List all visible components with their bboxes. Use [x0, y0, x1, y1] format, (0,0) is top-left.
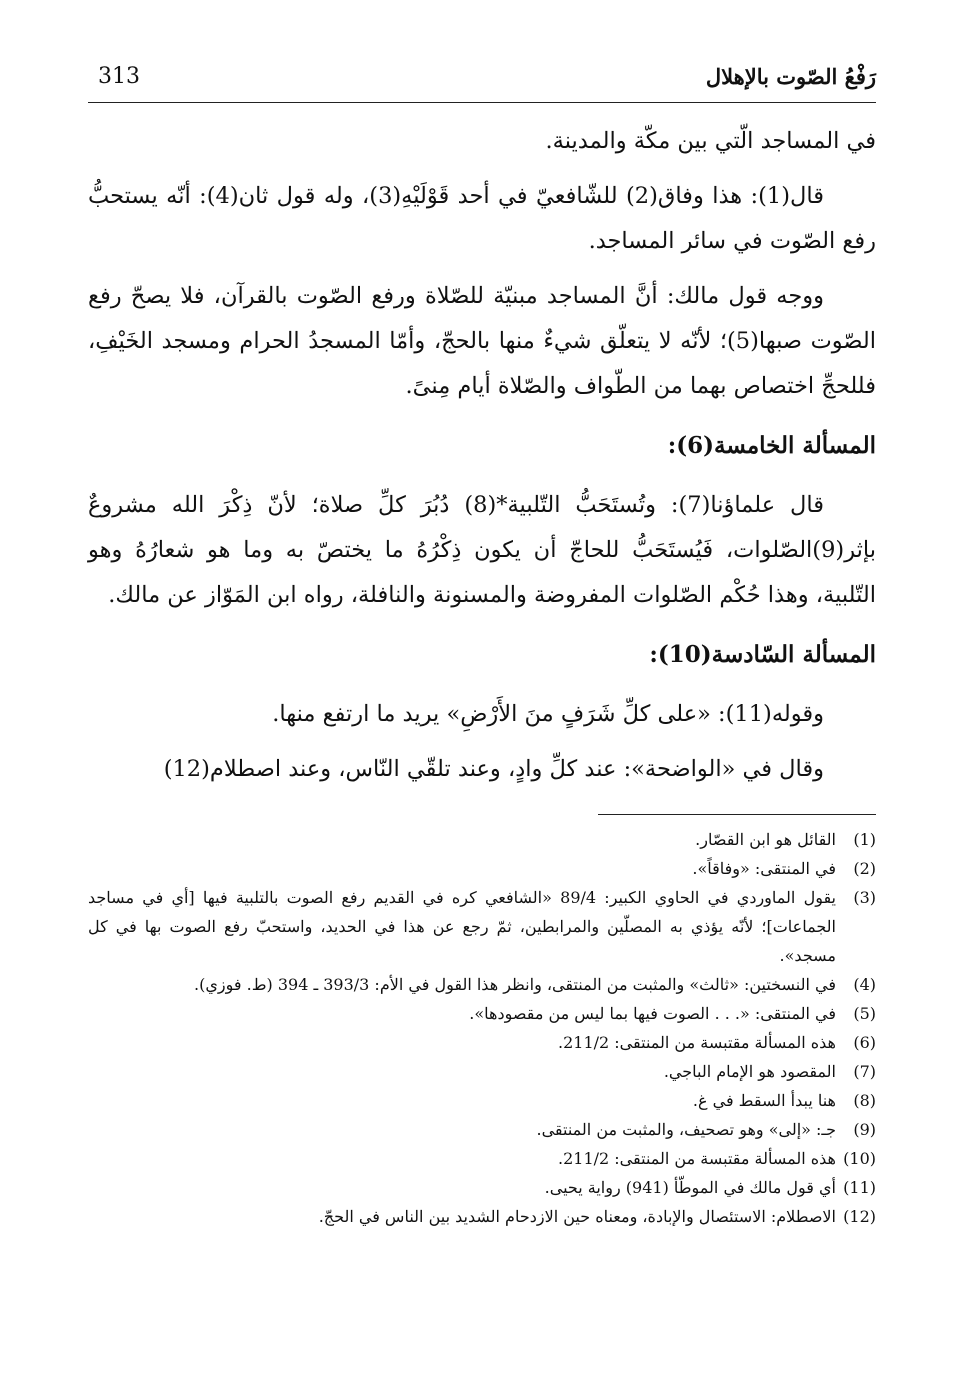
footnote-item: [88, 1115, 876, 1144]
footnote-text: في النسختين: «ثالث» والمثبت من المنتقى، وانظر هذا القول في الأم: 393/3 ـ 394 (ط. فوزي).: [194, 975, 836, 994]
footnote-text: القائل هو ابن القصّار.: [695, 830, 836, 849]
page-number: 313: [98, 64, 140, 89]
footnote-item: [88, 1028, 876, 1057]
footnote-item: [88, 883, 876, 970]
footnote-number: (3): [853, 888, 876, 907]
footnote-text: في المنتقى: «. . . الصوت فيها بما ليس من مقصودها».: [469, 1004, 836, 1023]
section-heading-6: المسألة السّادسة(10):: [649, 641, 876, 668]
footnote-text: هذه المسألة مقتبسة من المنتقى: 211/2.: [558, 1149, 836, 1168]
footnote-number: (6): [853, 1033, 876, 1052]
footnote-text: في المنتقى: «وفاقاً».: [692, 859, 836, 878]
footnote-number: (10): [843, 1149, 876, 1168]
main-text: [88, 119, 876, 792]
footnote-text: الاصطلام: الاستئصال والإبادة، ومعناه حين الازدحام الشديد بين الناس في الحجّ.: [318, 1207, 836, 1226]
section-heading-5: المسألة الخامسة(6):: [667, 432, 876, 459]
footnote-text: المقصود هو الإمام الباجي.: [663, 1062, 836, 1081]
paragraph-4: قال علماؤنا(7): وتُستَحَبُّ التّلبية*(8) دُبُرَ كلِّ صلاة؛ لأنّ ذِكْرَ الله مشروعٌ بإثر(9)الصّلوات، فَيُستَحَبُّ للحاجّ أن يكون ذِكْرُهُ ما يختصّ به وما هو شعارُهُ وهو التّلبية، وهذا حُكْم الصّلوات المفروضة والمسنونة والنافلة، رواه ابن المَوّاز عن مالك.: [88, 492, 876, 608]
footnote-item: [88, 970, 876, 999]
footnote-number: (7): [853, 1062, 876, 1081]
paragraph-6: وقال في «الواضحة»: عند كلِّ وادٍ، وعند تلقّي النّاس، وعند اصطلام(12): [163, 756, 824, 782]
footnotes-list: [88, 825, 876, 1231]
footnote-item: [88, 1086, 876, 1115]
footnote-item: [88, 1202, 876, 1231]
running-title: رَفْعُ الصّوت بالإهلال: [705, 64, 876, 89]
book-page: [88, 58, 876, 1358]
footnote-number: (4): [853, 975, 876, 994]
footnote-number: (12): [843, 1207, 876, 1226]
footnote-text: هذه المسألة مقتبسة من المنتقى: 211/2.: [558, 1033, 836, 1052]
paragraph-1: في المساجد الّتي بين مكّة والمدينة.: [545, 128, 876, 154]
footnote-number: (2): [853, 859, 876, 878]
footnote-number: (9): [853, 1120, 876, 1139]
footnote-item: [88, 1057, 876, 1086]
page-header: [88, 58, 876, 103]
footnote-text: أي قول مالك في الموطّأ (941) رواية يحيى.: [544, 1178, 836, 1197]
paragraph-3: ووجه قول مالك: أنَّ المساجد مبنيّة للصّلاة ورفع الصّوت بالقرآن، فلا يصحّ رفع الصّوت صبها(5)؛ لأنّه لا يتعلّق شيءٌ منها بالحجّ، وأمّا المسجدُ الحرام ومسجد الخَيْفِ، فللحجِّ اختصاص بهما من الطّواف والصّلاة أيام مِنىً.: [88, 283, 876, 399]
footnote-separator: [598, 814, 876, 815]
footnote-text: هنا يبدأ السقط في غ.: [692, 1091, 836, 1110]
paragraph-2: قال(1): هذا وفاق(2) للشّافعيّ في أحد قَوْلَيْهِ(3)، وله قول ثان(4): أنّه يستحبُّ رفع الصّوت في سائر المساجد.: [88, 183, 876, 254]
footnote-number: (8): [853, 1091, 876, 1110]
footnote-number: (11): [843, 1178, 876, 1197]
footnote-text: يقول الماوردي في الحاوي الكبير: 89/4 «الشافعي كره في القديم رفع الصوت بالتلبية فيها [أي في مساجد الجماعات]؛ لأنّه يؤذي به المصلّين والمرابطين، ثمّ رجع عن هذا في الحديد، واستحبّ رفع الصوت بها في كل مسجد».: [88, 888, 837, 965]
footnote-number: (5): [853, 1004, 876, 1023]
footnote-text: جـ: «إلى» وهو تصحيف، والمثبت من المنتقى.: [536, 1120, 836, 1139]
footnote-item: [88, 854, 876, 883]
footnote-item: [88, 825, 876, 854]
footnote-number: (1): [853, 830, 876, 849]
footnote-item: [88, 1173, 876, 1202]
paragraph-5: وقوله(11): «على كلِّ شَرَفٍ منَ الأَرْضِ» يريد ما ارتفع منها.: [272, 701, 824, 727]
footnote-item: [88, 1144, 876, 1173]
footnote-item: [88, 999, 876, 1028]
